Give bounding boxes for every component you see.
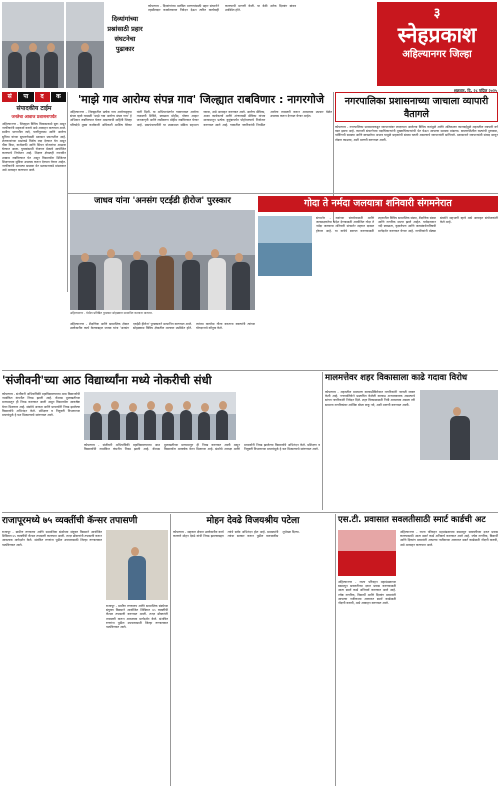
st-photo [338, 530, 396, 576]
right-top-headline-box [335, 92, 498, 122]
malmatta-headline: मालमत्तेवर शहर विकासाला काढे गदावा विरोध [325, 373, 468, 383]
mohan-text: कोपरगाव - सहकार क्षेत्रात उल्लेखनीय कार्य करणारे मोहन देवढे यांची निवड झाल्याबद्दल त्यांचे सर्वत्र अभिनंदन होत आहे. ग्रामस्थांनी त्यांचा सत्कार करून पुढील वाटचालीस शुभेच्छा दिल्या. [173, 530, 300, 539]
cancer-photo [106, 530, 168, 600]
cancer-headline: राजापूरमध्ये ७५ व्यक्तींची कॅन्सर तपासणी [2, 516, 138, 526]
top-story-text: अहिल्यानगर - जिल्ह्यातील प्रत्येक गाव आरोग्यदृष्ट्या संपन्न व्हावे यासाठी 'माझे गाव आरोग्य संपन्न गाव' हे अभियान राबविण्यात येणार असल्याची माहिती जिल्हा परिषदेचे मुख्य कार्यकारी अधिकारी आशिष येरेकर यांनी दिली. या अभियानांतर्गत गावागावात आरोग्य तपासणी शिबिरे, स्वच्छता मोहीम, पोषण आहार जनजागृती आणि लसीकरण मोहीम राबविण्यात येणार आहे. ग्रामपंचायतींनी या उपक्रमात सक्रिय सहभाग घ्यावा, असे आवाहन करण्यात आले. आरोग्य सेविका, आशा कार्यकर्त्या आणि अंगणवाडी सेविका यांच्या माध्यमातून प्रत्येक कुटुंबापर्यंत पोहोचण्याचे नियोजन करण्यात आले आहे. गावातील नागरिकांची नियमित आरोग्य तपासणी करून आवश्यक उपचार वेळेत उपलब्ध करून देण्यात येणार आहेत. [70, 110, 332, 127]
dateline: शुक्रवार, दि. २८ एप्रिल २०२५ [453, 88, 497, 93]
section-tab: क [51, 92, 66, 102]
horizontal-divider [2, 512, 498, 513]
cancer-text-cont: राजापूर - ग्रामीण रुग्णालय आणि सामाजिक संस्थेच्या संयुक्त विद्यमाने आयोजित शिबिरात ७५ व्यक्तींची कॅन्सर तपासणी करण्यात आली. तज्ज्ञ डॉक्टरांनी तपासणी करून आवश्यक मार्गदर्शन केले. संशयित रुग्णांना पुढील उपचारासाठी जिल्हा रुग्णालयात पाठविण्यात आले. [106, 604, 168, 630]
section-tab: सं [2, 92, 17, 102]
st-text-cont: अहिल्यानगर - राज्य परिवहन महामंडळाच्या बसमधून सवलतीच्या दरात प्रवास करण्यासाठी आता स्मार्ट कार्ड अनिवार्य करण्यात आले आहे. ज्येष्ठ नागरिक, विद्यार्थी आणि दिव्यांग प्रवाशांनी आपल्या नजीकच्या आगारात स्मार्ट कार्डसाठी नोंदणी करावी, असे आवाहन करण्यात आले. [338, 580, 396, 606]
st-text: अहिल्यानगर - राज्य परिवहन महामंडळाच्या बसमधून सवलतीच्या दरात प्रवास करण्यासाठी आता स्मार्ट कार्ड अनिवार्य करण्यात आले आहे. ज्येष्ठ नागरिक, विद्यार्थी आणि दिव्यांग प्रवाशांनी आपल्या नजीकच्या आगारात स्मार्ट कार्डसाठी नोंदणी करावी, असे आवाहन करण्यात आले. [400, 530, 498, 547]
section-tab: द [35, 92, 50, 102]
award-photo [70, 210, 255, 310]
godavari-headline-box [258, 196, 498, 212]
section-tab: पा [18, 92, 33, 102]
sanjivani-text: कोपरगाव - संजीवनी अभियांत्रिकी महाविद्यालयाच्या आठ विद्यार्थ्यांची नामांकित कंपनीत निवड झाली आहे. कॅम्पस मुलाखतीच्या माध्यमातून ही निवड करण्यात आली असून विद्यार्थ्यांना आकर्षक वेतन मिळणार आहे. संस्थेचे अध्यक्ष आणि प्राचार्यांनी निवड झालेल्या विद्यार्थ्यांचे अभिनंदन केले. प्रशिक्षण व नियुक्ती विभागाच्या प्रयत्नांमुळे हे यश मिळाल्याचे सांगण्यात आले. [2, 392, 80, 418]
horizontal-divider [68, 193, 498, 194]
top-story-headline: 'माझे गाव आरोग्य संपन्न गाव' जिल्ह्यात राबविणार : नागरगोजे [77, 93, 325, 106]
award-photo-caption: अहिल्यानगर - येथील प्रतिष्ठित पुरस्कार सोहळ्यात सन्मानित करताना मान्यवर. [70, 311, 153, 315]
column-divider [67, 92, 68, 292]
right-top-headline: नगरपालिका प्रशासनाच्या जाचाला व्यापारी वैतागले [344, 96, 489, 120]
column-divider [170, 514, 171, 786]
godavari-headline: गोदा ते नर्मदा जलयात्रा शनिवारी संगमनेरात [304, 198, 452, 209]
masthead-photo-middle [66, 2, 104, 88]
logo-number: ३ [433, 6, 441, 21]
masthead-logo [377, 2, 497, 86]
st-headline: एस.टी. प्रवासात सवलतीसाठी स्मार्ट कार्डची अट [338, 515, 486, 525]
left-column-subtitle: जनतेचा आवाज प्रशासनापर्यंत [11, 114, 57, 119]
godavari-photo [258, 216, 312, 276]
left-column-title: संपादकीय टाईम [16, 105, 52, 112]
cancer-text: राजापूर - ग्रामीण रुग्णालय आणि सामाजिक संस्थेच्या संयुक्त विद्यमाने आयोजित शिबिरात ७५ व्यक्तींची कॅन्सर तपासणी करण्यात आली. तज्ज्ञ डॉक्टरांनी तपासणी करून आवश्यक मार्गदर्शन केले. संशयित रुग्णांना पुढील उपचारासाठी जिल्हा रुग्णालयात पाठविण्यात आले. [2, 530, 102, 547]
award-story-text: अहिल्यानगर - शैक्षणिक आणि सामाजिक क्षेत्रात उल्लेखनीय कार्य केल्याबद्दल जाधव यांना 'अनसंग एटईडी हीरोज' पुरस्काराने सन्मानित करण्यात आले. सोहळ्यास विविध क्षेत्रातील मान्यवर उपस्थित होते. त्यांच्या कार्याचा गौरव करताना वक्त्यांनी त्यांच्या योगदानाचे कौतुक केले. [70, 322, 255, 331]
malmatta-photo [420, 390, 498, 460]
side-note-title: दिव्यांगांच्या प्रश्नांसाठी प्रहार संघटनेचा पुढाकार [107, 15, 143, 53]
logo-name: स्नेहप्रकाश [397, 23, 477, 47]
sanjivani-text-cont: कोपरगाव - संजीवनी अभियांत्रिकी महाविद्यालयाच्या आठ विद्यार्थ्यांची नामांकित कंपनीत निवड झाली आहे. कॅम्पस मुलाखतीच्या माध्यमातून ही निवड करण्यात आली असून विद्यार्थ्यांना आकर्षक वेतन मिळणार आहे. संस्थेचे अध्यक्ष आणि प्राचार्यांनी निवड झालेल्या विद्यार्थ्यांचे अभिनंदन केले. प्रशिक्षण व नियुक्ती विभागाच्या प्रयत्नांमुळे हे यश मिळाल्याचे सांगण्यात आले. [84, 443, 320, 452]
masthead-brief: कोपरगाव - दिव्यांगांच्या प्रलंबित मागण्यांसाठी प्रहार संघटनेने तहसीलदार कार्यालयावर निवेदन देऊन त्वरित कार्यवाही करण्याची मागणी केली. या वेळी अनेक दिव्यांग बांधव उपस्थित होते. [148, 4, 296, 13]
masthead-photo-left [2, 2, 64, 88]
sanjivani-headline: 'संजीवनी'च्या आठ विद्यार्थ्यांना मध्ये नोकरीची संधी [2, 373, 212, 387]
section-tabs [2, 92, 66, 102]
mohan-headline: मोहन देवढे विजयश्रीय पटेला [206, 516, 300, 526]
malmatta-text: कोपरगाव - शहरातील मालमत्ता करवाढीविरोधात नागरिकांनी नाराजी व्यक्त केली आहे. नगरपालिकेने प्रस्तावित केलेली करवाढ अन्यायकारक असल्याचे सांगत नागरिकांनी निवेदन दिले. शहर विकासासाठी निधी आवश्यक असला तरी सामान्य नागरिकांवर आर्थिक बोजा टाकू नये, अशी मागणी करण्यात आली. [325, 390, 415, 407]
horizontal-divider [2, 370, 498, 371]
column-divider [335, 514, 336, 786]
column-divider [322, 372, 323, 510]
right-top-text: कोपरगाव - नगरपालिका प्रशासनाकडून व्यापाऱ्यांवर लादण्यात आलेल्या विविध करांमुळे आणि अतिक्रमण कारवाईमुळे शहरातील व्यापारी वर्ग त्रस्त झाला आहे. व्यापारी संघटनेच्या पदाधिकाऱ्यांनी मुख्याधिकाऱ्यांची भेट घेऊन आपल्या समस्या मांडल्या. बाजारपेठेतील रस्त्यांची दुरवस्था, पार्किंगची समस्या आणि स्वच्छतेचा अभाव यामुळे ग्राहकांची संख्या घटली असल्याचे व्यापाऱ्यांनी सांगितले. प्रशासनाने व्यापाऱ्यांशी संवाद साधून तोडगा काढावा, अशी मागणी करण्यात आली. [335, 125, 498, 142]
godavari-story-text: संगमनेर - नद्यांच्या संवर्धनासाठी आणि जलसाक्षरतेचा संदेश देण्यासाठी आयोजित गोदा ते नर्मदा जलयात्रा शनिवारी संगमनेर शहरात दाखल होणार आहे. या यात्रेचे स्वागत करण्यासाठी शहरातील विविध सामाजिक संस्था, शैक्षणिक संस्था आणि नागरिक सज्ज झाले आहेत. यात्रेदरम्यान नदी स्वच्छता, वृक्षारोपण आणि जलसंवर्धनाविषयी मार्गदर्शन करण्यात येणार आहे. नागरिकांनी मोठ्या संख्येने सहभागी व्हावे असे आवाहन संयोजकांनी केले आहे. [316, 216, 498, 233]
sanjivani-photo [84, 392, 236, 440]
award-story-headline: जाधव यांना 'अनसंग एटईडी हीरोज' पुरस्कार [94, 196, 231, 206]
left-column-text: अहिल्यानगर - जिल्ह्यात विविध विकासकामे सुरू असून नागरिकांनी सहकार्य करावे असे आवाहन करण्यात आले. ग्रामीण भागातील रस्ते, पाणीपुरवठा आणि आरोग्य सुविधा यांच्या सुधारणेसाठी प्रशासन प्रयत्नशील आहे. शेतकऱ्यांच्या प्रश्नांकडे विशेष लक्ष देण्यात येत असून पीक विमा, कर्जमाफी आणि सिंचन योजनांचा आढावा घेण्यात आला. युवकांसाठी रोजगार मेळावे आयोजित करण्याचे नियोजन आहे. शिक्षण क्षेत्रातही नवनवीन उपक्रम राबविण्यात येत असून विद्यार्थ्यांना डिजिटल शिक्षणाच्या सुविधा उपलब्ध करून देण्यात येणार आहेत. नागरिकांनी आपल्या समस्या थेट प्रशासनाकडे मांडाव्यात असे आवाहन करण्यात आले. [2, 122, 66, 173]
logo-subtitle: अहिल्यानगर जिल्हा [402, 49, 472, 60]
